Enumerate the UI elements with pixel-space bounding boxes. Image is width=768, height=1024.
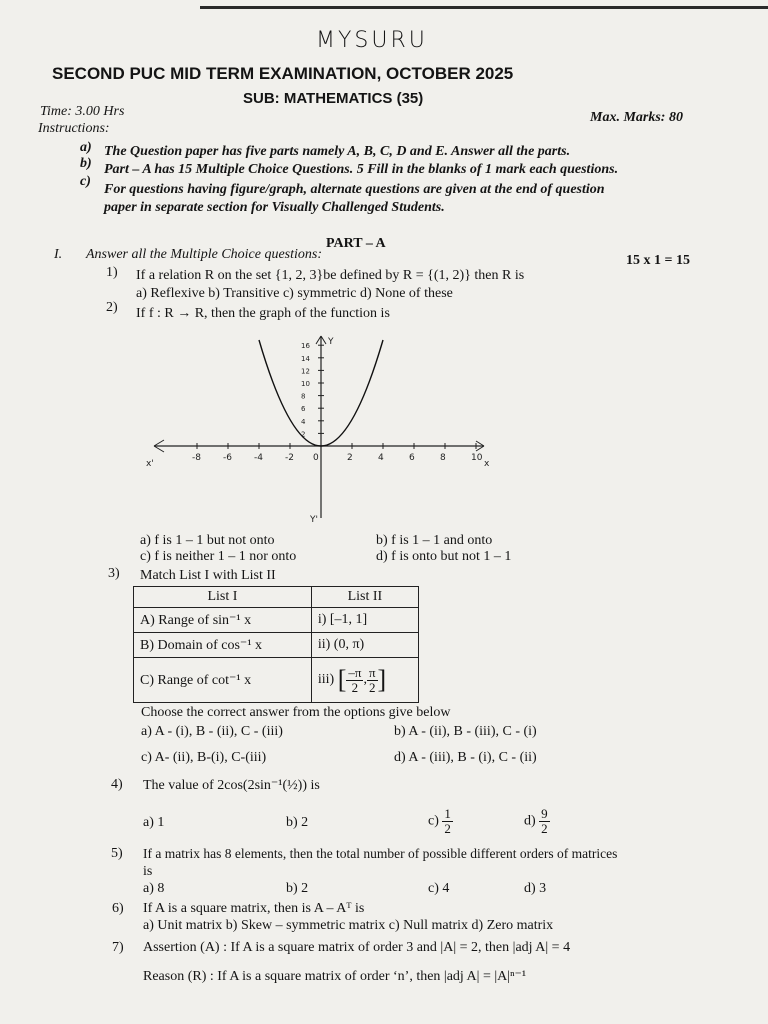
x-tick-label: 4 — [378, 453, 384, 463]
list2-item-prefix: iii) — [317, 672, 335, 688]
part-marks: 15 x 1 = 15 — [626, 253, 690, 268]
top-rule — [200, 6, 768, 9]
part-heading: PART – A — [326, 236, 386, 251]
q3-number: 3) — [108, 566, 120, 581]
x-tick-label: 6 — [409, 453, 415, 463]
q1-number: 1) — [106, 265, 118, 280]
y-tick-label: 4 — [301, 417, 306, 426]
q3-option-b: b) A - (ii), B - (iii), C - (i) — [394, 724, 537, 739]
q5-number: 5) — [111, 846, 123, 861]
instruction-c: For questions having figure/graph, alternate questions are given at the end of question — [104, 182, 605, 197]
time-label: Time: 3.00 Hrs — [40, 104, 125, 119]
q2-option-c: c) f is neither 1 – 1 nor onto — [140, 549, 297, 564]
list1-item: C) Range of cot⁻¹ x — [134, 658, 312, 703]
subject-line: SUB: MATHEMATICS (35) — [243, 90, 424, 107]
table-row — [134, 633, 419, 658]
q4-option-b: b) 2 — [286, 815, 309, 830]
list2-item: ii) (0, π) — [311, 633, 418, 658]
instruction-marker-a: a) — [80, 140, 92, 155]
y-tick-label: 16 — [301, 342, 310, 351]
list2-item: iii) [ $\frac{-\pi}{2}$ , $\frac{\pi}{2}$ ] — [311, 658, 418, 703]
q2-option-a: a) f is 1 – 1 but not onto — [140, 533, 275, 548]
instruction-marker-c: c) — [80, 174, 91, 189]
x-tick-label: 2 — [347, 453, 353, 463]
q5-text-cont: is — [143, 864, 153, 879]
q3-choose: Choose the correct answer from the options give below — [141, 705, 451, 720]
part-instruction: Answer all the Multiple Choice questions: — [86, 247, 323, 262]
list1-item: B) Domain of cos⁻¹ x — [134, 633, 312, 658]
x-tick-label: -4 — [254, 453, 263, 463]
q4-option-a: a) 1 — [143, 815, 165, 830]
q5-option-b: b) 2 — [286, 881, 309, 896]
q3-option-d: d) A - (iii), B - (i), C - (ii) — [394, 750, 537, 765]
q4-number: 4) — [111, 777, 123, 792]
q7-assertion: Assertion (A) : If A is a square matrix of order 3 and |A| = 2, then |adj A| = 4 — [143, 940, 571, 955]
q4-option-c-label: c) — [428, 813, 439, 829]
function-graph — [140, 326, 500, 532]
table-header-row — [134, 587, 419, 608]
y-tick-label: 10 — [301, 380, 310, 388]
q4-option-d-label: d) — [524, 813, 536, 829]
fraction-neg-pi-2: $\frac{-\pi}{2}$ — [348, 664, 362, 695]
x-tick-label: 10 — [471, 453, 483, 463]
q3-option-c: c) A- (ii), B-(i), C-(iii) — [141, 750, 267, 765]
q1-text: If a relation R on the set {1, 2, 3}be defined by R = {(1, 2)} then R is — [136, 268, 525, 283]
instruction-b: Part – A has 15 Multiple Choice Questions. 5 Fill in the blanks of 1 mark each questions. — [104, 162, 619, 177]
q6-text: If A is a square matrix, then is A – Aᵀ is — [143, 901, 365, 916]
q2-option-b: b) f is 1 – 1 and onto — [376, 533, 493, 548]
exam-title: SECOND PUC MID TERM EXAMINATION, OCTOBER 2025 — [52, 64, 514, 83]
q2-number: 2) — [106, 300, 118, 315]
match-table — [133, 586, 419, 703]
fraction-nine-half: $\frac{9}{2}$ — [541, 806, 548, 836]
bracket-open: [ — [337, 665, 347, 694]
q5-text: If a matrix has 8 elements, then the total number of possible different orders of matrices — [143, 846, 618, 861]
y-tick-label: 14 — [301, 354, 310, 363]
section-roman: I. — [54, 247, 63, 262]
q2-text: If f : R → R, then the graph of the function is — [136, 306, 390, 321]
q7-reason: Reason (R) : If A is a square matrix of order ‘n’, then |adj A| = |A|ⁿ⁻¹ — [143, 969, 527, 984]
list1-item: A) Range of sin⁻¹ x — [134, 608, 312, 633]
instruction-a: The Question paper has five parts namely A, B, C, D and E. Answer all the parts. — [104, 144, 571, 159]
q4-text: The value of 2cos(2sin⁻¹(½)) is — [143, 778, 320, 793]
q5-option-a: a) 8 — [143, 881, 165, 896]
q2-option-d: d) f is onto but not 1 – 1 — [376, 549, 512, 564]
x-tick-label: -6 — [223, 453, 232, 463]
instructions-label: Instructions: — [38, 121, 110, 136]
x-neg-axis-label: x' — [146, 459, 154, 469]
x-tick-label: 8 — [440, 453, 446, 463]
x-tick-label: -2 — [285, 453, 294, 463]
y-axis-label: Y — [328, 337, 334, 347]
q4-option-c — [428, 807, 453, 836]
y-tick-label: 6 — [301, 405, 306, 414]
q5-option-d: d) 3 — [524, 881, 547, 896]
y-neg-axis-label: Y' — [310, 515, 318, 525]
handwritten-city: MYSURU — [316, 28, 428, 53]
q3-option-a: a) A - (i), B - (ii), C - (iii) — [141, 724, 283, 739]
instruction-marker-b: b) — [80, 156, 92, 171]
table-row — [134, 658, 419, 703]
x-axis-label: x — [484, 459, 490, 469]
x-tick-label: -8 — [192, 453, 201, 463]
q5-option-c: c) 4 — [428, 881, 450, 896]
list2-item: i) [–1, 1] — [311, 608, 418, 633]
q1-options: a) Reflexive b) Transitive c) symmetric d) None of these — [136, 286, 453, 301]
table-row — [134, 608, 419, 633]
q6-options: a) Unit matrix b) Skew – symmetric matrix c) Null matrix d) Zero matrix — [143, 918, 554, 933]
q7-number: 7) — [112, 940, 124, 955]
bracket-close: ] — [377, 665, 387, 694]
list2-header: List II — [311, 587, 418, 608]
y-tick-label: 12 — [301, 367, 310, 376]
y-tick-label: 8 — [301, 392, 306, 401]
q3-text: Match List I with List II — [140, 568, 276, 583]
list1-header: List I — [134, 587, 312, 608]
y-tick-label: 2 — [301, 430, 306, 439]
x-tick-label: 0 — [313, 453, 319, 463]
instruction-c-cont: paper in separate section for Visually Challenged Students. — [104, 200, 445, 215]
q4-option-d — [524, 807, 550, 836]
max-marks: Max. Marks: 80 — [590, 110, 683, 125]
q6-number: 6) — [112, 901, 124, 916]
fraction-half: $\frac{1}{2}$ — [444, 806, 451, 836]
fraction-pi-2: $\frac{\pi}{2}$ — [368, 664, 376, 695]
